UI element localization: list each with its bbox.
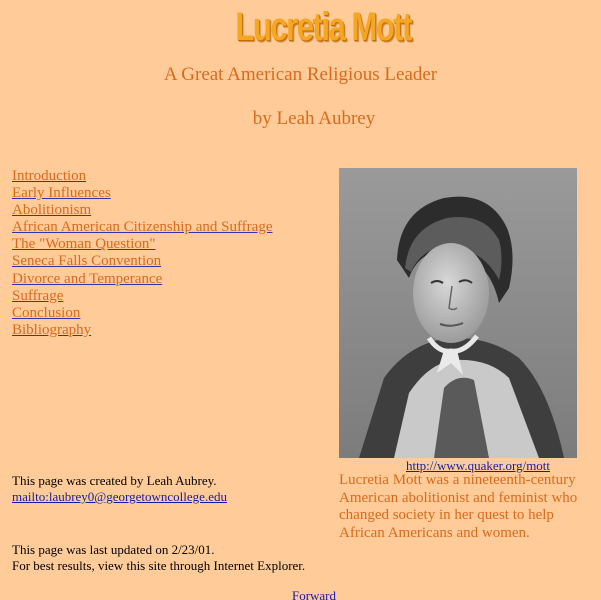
- nav-item: [12, 219, 272, 236]
- update-block: [12, 542, 305, 574]
- forward-nav: [0, 588, 601, 600]
- forward-link[interactable]: Forward: [291, 588, 337, 600]
- browser-note-text: For best results, view this site through Internet Explorer.: [12, 558, 306, 573]
- nav-item: [12, 202, 272, 219]
- nav-link-introduction[interactable]: Introduction: [12, 168, 87, 184]
- credit-block: [12, 473, 227, 505]
- portrait-image: [339, 168, 577, 458]
- nav-link-woman-question[interactable]: The "Woman Question": [12, 236, 156, 253]
- nav-link-divorce-temperance[interactable]: Divorce and Temperance: [12, 270, 163, 287]
- nav-item: [12, 185, 272, 202]
- portrait-illustration: [339, 168, 577, 458]
- portrait-source-link[interactable]: http://www.quaker.org/mott: [405, 458, 551, 473]
- nav-item: [12, 236, 272, 253]
- title-banner: Lucretia Mott: [235, 5, 411, 49]
- nav-link-abolitionism[interactable]: Abolitionism: [12, 202, 92, 219]
- nav-item: [12, 271, 272, 288]
- page-subtitle: A Great American Religious Leader: [163, 64, 438, 85]
- email-link[interactable]: mailto:laubrey0@georgetowncollege.edu: [12, 489, 227, 504]
- author-byline: by Leah Aubrey: [252, 108, 376, 129]
- nav-link-suffrage[interactable]: Suffrage: [12, 287, 64, 304]
- bio-text: Lucretia Mott was a nineteenth-century American abolitionist and feminist who changed society in her quest to help African Americans and women.: [339, 472, 578, 541]
- nav-link-seneca-falls[interactable]: Seneca Falls Convention: [12, 253, 162, 270]
- nav-link-citizenship-suffrage[interactable]: African American Citizenship and Suffrage: [12, 219, 273, 236]
- nav-item: [12, 288, 272, 305]
- nav-item: [12, 305, 272, 322]
- nav-link-bibliography[interactable]: Bibliography: [12, 321, 92, 338]
- nav-item: [12, 168, 272, 185]
- created-by-text: This page was created by Leah Aubrey.: [12, 473, 217, 488]
- nav-item: [12, 322, 272, 339]
- nav-link-early-influences[interactable]: Early Influences: [12, 185, 111, 202]
- section-nav: [12, 168, 272, 339]
- last-updated-text: This page was last updated on 2/23/01.: [12, 542, 215, 557]
- nav-item: [12, 253, 272, 270]
- nav-link-conclusion[interactable]: Conclusion: [12, 304, 81, 321]
